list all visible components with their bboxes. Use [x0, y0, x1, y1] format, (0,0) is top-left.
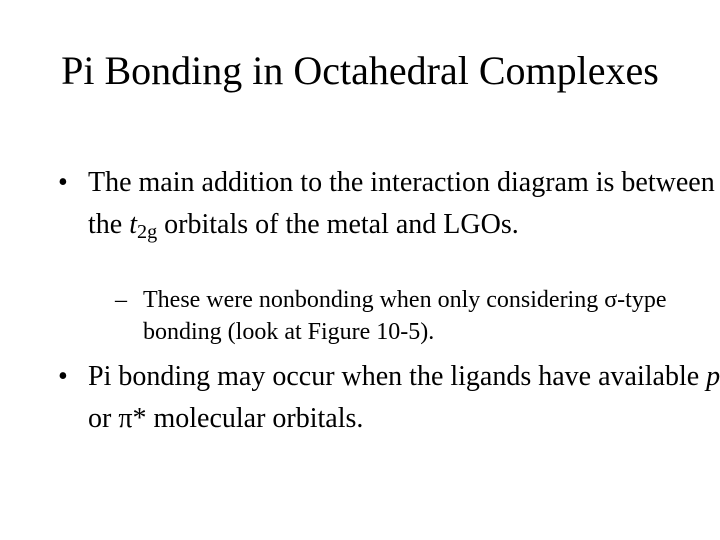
sub-bullet-nonbonding: [115, 284, 720, 348]
bullet-pi-bonding: [58, 356, 720, 440]
bullet-text-part: The main addition to the interaction diagram is between the: [88, 167, 715, 240]
slide-title: Pi Bonding in Octahedral Complexes: [61, 48, 659, 93]
bullet-text-part: orbitals of the metal and LGOs.: [157, 209, 519, 240]
bullet-text-part: or π* molecular orbitals.: [88, 403, 364, 434]
sub-bullet-text: These were nonbonding when only considering σ-type bonding (look at Figure 10-5).: [143, 287, 667, 345]
sub-bullet-marker: –: [115, 287, 127, 313]
bullet-main-addition: [58, 162, 720, 246]
bullet-marker: •: [58, 361, 68, 392]
bullet-marker: •: [58, 167, 68, 198]
t-subscript: 2g: [137, 221, 158, 244]
t-symbol: t: [129, 209, 137, 240]
bullet-text-part: Pi bonding may occur when the ligands have available: [88, 361, 707, 392]
p-symbol: p: [706, 361, 720, 392]
